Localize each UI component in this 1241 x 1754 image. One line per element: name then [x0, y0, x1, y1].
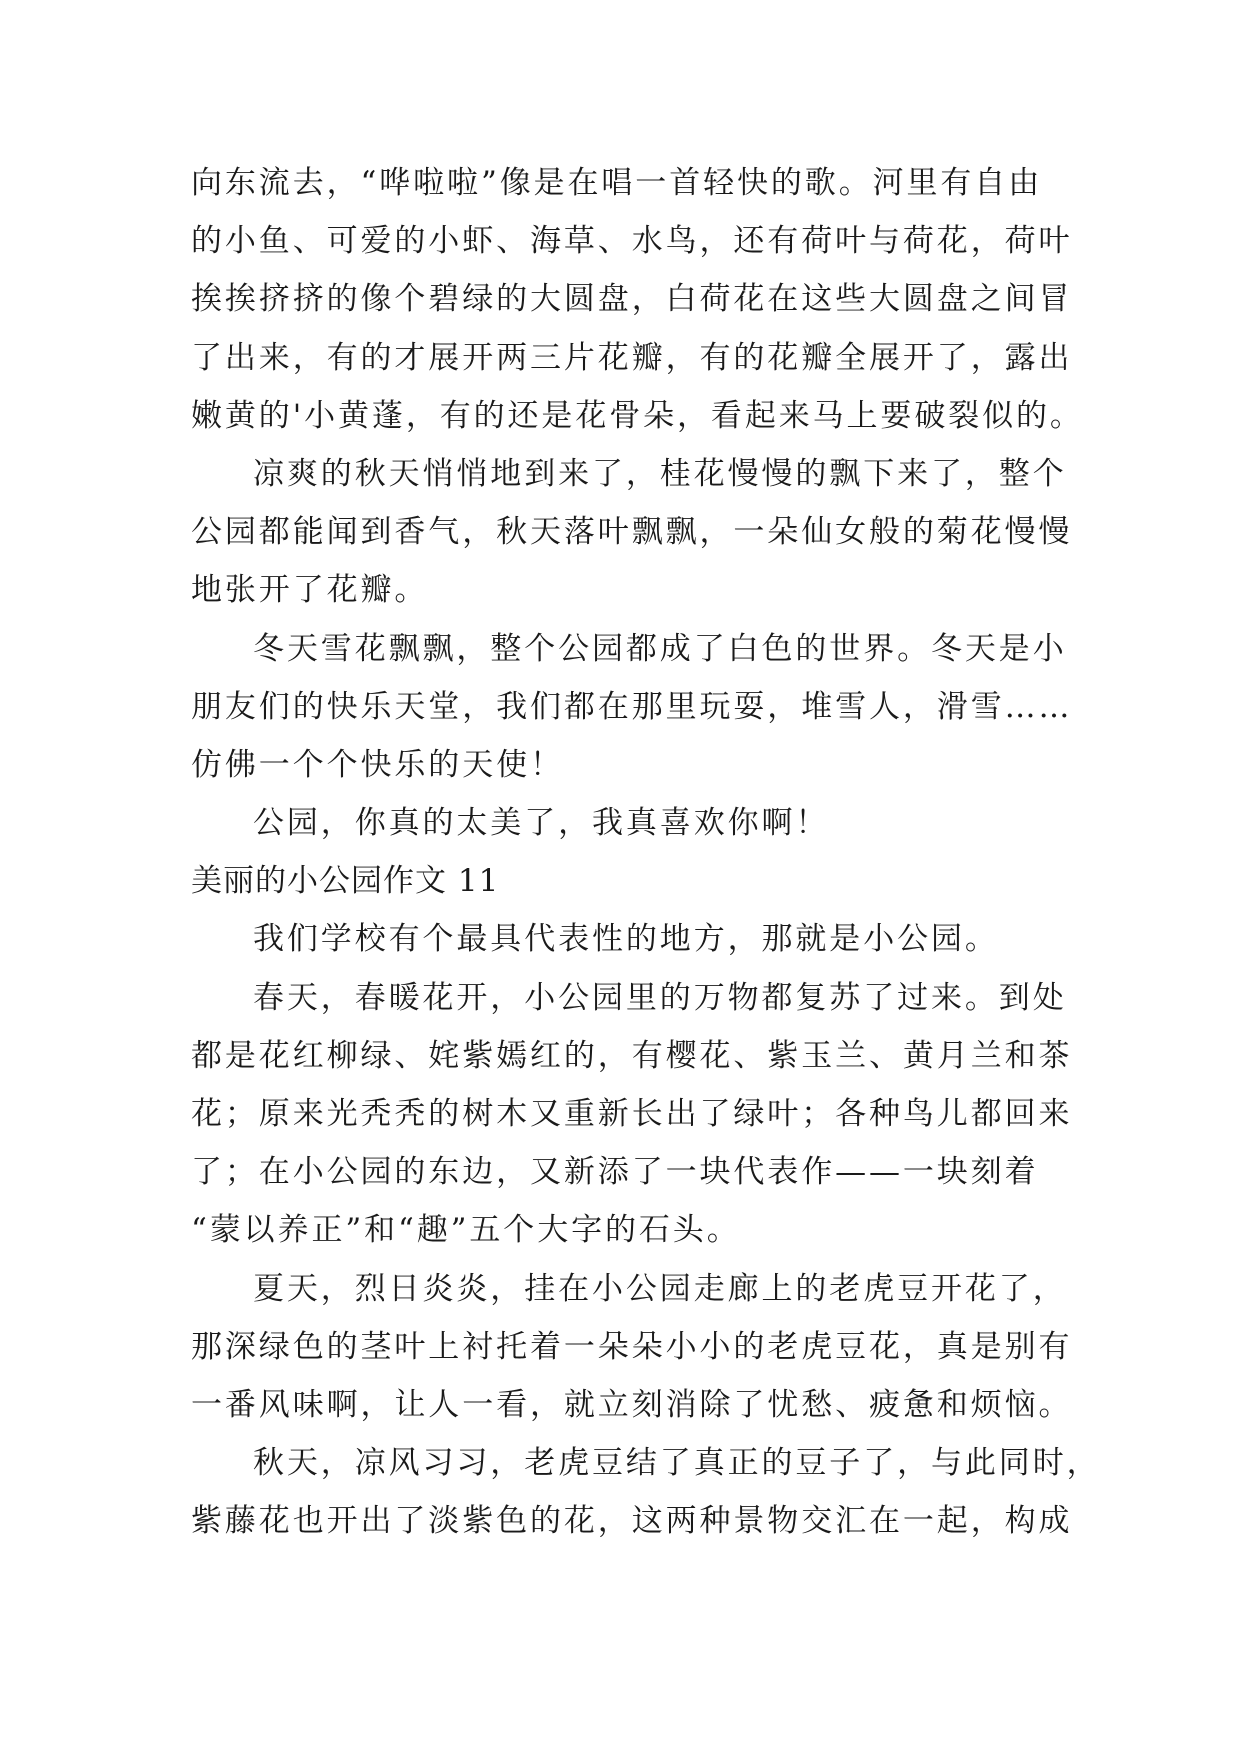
text-line: 紫藤花也开出了淡紫色的花，这两种景物交汇在一起，构成 — [191, 1503, 1073, 1540]
paragraph-first-line: 冬天雪花飘飘，整个公园都成了白色的世界。冬天是小 — [253, 630, 1067, 667]
paragraph-first-line: 公园，你真的太美了，我真喜欢你啊！ — [253, 805, 830, 842]
text-line: 那深绿色的茎叶上衬托着一朵朵小小的老虎豆花，真是别有 — [191, 1328, 1073, 1365]
text-line: 了出来，有的才展开两三片花瓣，有的花瓣全展开了，露出 — [191, 339, 1073, 376]
text-line: 花；原来光秃秃的树木又重新长出了绿叶；各种鸟儿都回来 — [191, 1096, 1073, 1132]
text-line: 仿佛一个个快乐的天使！ — [191, 746, 564, 783]
text-line: 向东流去，“哗啦啦”像是在唱一首轻快的歌。河里有自由 — [191, 165, 1043, 201]
essay-title: 美丽的小公园作文 11 — [191, 863, 500, 900]
text-line: 了；在小公园的东边，又新添了一块代表作——一块刻着 — [191, 1154, 1039, 1191]
text-line: 地张开了花瓣。 — [191, 572, 429, 609]
text-line: 都是花红柳绿、姹紫嫣红的，有樱花、紫玉兰、黄月兰和茶 — [191, 1037, 1073, 1074]
text-line: 一番风味啊，让人一看，就立刻消除了忧愁、疲惫和烦恼。 — [191, 1386, 1073, 1423]
essay-body — [191, 154, 1101, 1551]
text-line: “蒙以养正”和“趣”五个大字的石头。 — [191, 1212, 741, 1249]
paragraph-first-line: 春天，春暖花开，小公园里的万物都复苏了过来。到处 — [253, 979, 1067, 1016]
text-line: 挨挨挤挤的像个碧绿的大圆盘，白荷花在这些大圆盘之间冒 — [191, 281, 1073, 318]
paragraph-first-line: 我们学校有个最具代表性的地方，那就是小公园。 — [253, 921, 999, 958]
paragraph-first-line: 秋天，凉风习习，老虎豆结了真正的豆子了，与此同时， — [253, 1445, 1101, 1482]
paragraph-first-line: 夏天，烈日炎炎，挂在小公园走廊上的老虎豆开花了， — [253, 1270, 1067, 1307]
text-line: 嫩黄的'小黄蓬，有的还是花骨朵，看起来马上要破裂似的。 — [191, 397, 1084, 434]
text-line: 公园都能闻到香气，秋天落叶飘飘，一朵仙女般的菊花慢慢 — [191, 514, 1073, 551]
text-line: 朋友们的快乐天堂，我们都在那里玩耍，堆雪人，滑雪…… — [191, 688, 1073, 725]
text-line: 的小鱼、可爱的小虾、海草、水鸟，还有荷叶与荷花，荷叶 — [191, 223, 1073, 260]
paragraph-first-line: 凉爽的秋天悄悄地到来了，桂花慢慢的飘下来了，整个 — [253, 455, 1067, 492]
